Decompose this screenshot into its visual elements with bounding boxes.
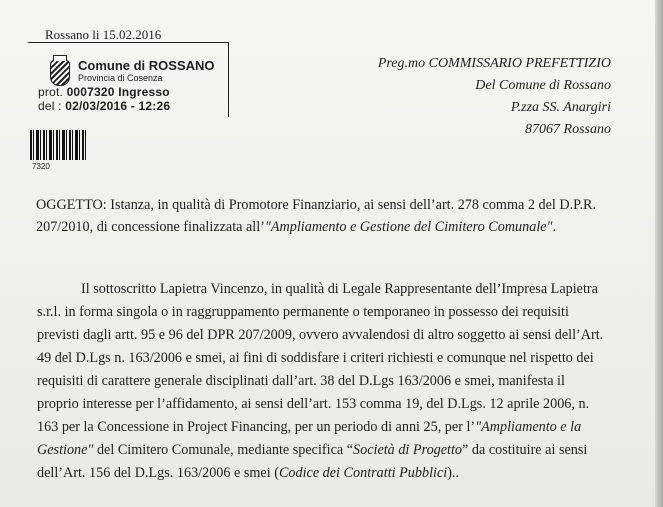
body-line-9-text-1: dell’Art. 156 del D.Lgs. 163/2006 e smei ( — [37, 465, 279, 481]
body-line-8-italic-2: Società di Progetto — [353, 442, 463, 458]
stamp-city: Comune di ROSSANO — [78, 58, 215, 73]
body-line-8-italic-1: Gestione" — [37, 442, 94, 458]
subject-line-2-text: 207/2010, di concessione finalizzata all’ — [36, 219, 265, 235]
recipient-title: Preg.mo COMMISSARIO PREFETTIZIO — [377, 56, 611, 71]
recipient-street: P.zza SS. Anargiri — [510, 100, 611, 115]
body-line-8-text-1: del Cimitero Comunale, mediante specifica “ — [93, 442, 354, 458]
stamp-date-label: del : — [38, 99, 62, 113]
stamp-date — [38, 100, 170, 112]
barcode-number: 7320 — [32, 162, 50, 171]
body-line-9-italic: Codice dei Contratti Pubblici — [278, 465, 448, 481]
body-line-7-italic: "Ampliamento e la — [475, 419, 582, 435]
body-line-7 — [37, 420, 581, 434]
body-line-4: 49 del D.Lgs n. 163/2006 e smei, ai fini di soddisfare i criteri richiesti e comunque nel rispetto dei — [37, 350, 594, 366]
body-line-8-text-2: ” da costituire ai sensi — [462, 442, 588, 458]
recipient-entity: Del Comune di Rossano — [475, 78, 611, 93]
subject-line-2-end: . — [552, 219, 557, 235]
stamp-protocol-label: prot. — [38, 85, 64, 99]
page-edge-shadow — [655, 0, 663, 507]
stamp-province: Provincia di Cosenza — [78, 73, 163, 83]
coat-of-arms-icon — [50, 60, 70, 86]
body-line-9-text-2: ).. — [447, 465, 460, 481]
stamp-date-value: 02/03/2016 - 12:26 — [65, 99, 171, 113]
body-line-6: proprio interesse per l’affidamento, ai sensi dell’art. 153 comma 19, del D.Lgs. 12 aprile 2006, n. — [37, 396, 590, 412]
subject-line-1: OGGETTO: Istanza, in qualità di Promotore Finanziario, ai sensi dell’art. 278 comma 2 del D.P.R. — [36, 197, 597, 213]
subject-project-name: "Ampliamento e Gestione del Cimitero Comunale" — [264, 219, 553, 235]
date-line: Rossano li 15.02.2016 — [45, 27, 162, 42]
body-line-7-text: 163 per la Concessione in Project Financing, per un periodo di anni 25, per l’ — [37, 419, 476, 435]
body-line-1: Il sottoscritto Lapietra Vincenzo, in qualità di Legale Rappresentante dell’Impresa Lapietra — [81, 281, 598, 297]
stamp-protocol-value: 0007320 Ingresso — [66, 85, 170, 99]
body-line-2: s.r.l. in forma singola o in raggruppamento permanente o temporaneo in possesso dei requisiti — [37, 304, 569, 320]
body-line-9 — [37, 466, 459, 480]
body-line-8 — [37, 443, 587, 457]
barcode-icon — [30, 130, 86, 160]
recipient-city: 87067 Rossano — [525, 122, 611, 137]
subject-line-2 — [36, 220, 556, 234]
body-line-5: requisiti di carattere generale disciplinati dall’art. 38 del D.Lgs 163/2006 e smei, manifesta il — [37, 373, 565, 389]
stamp-protocol — [38, 86, 170, 98]
body-line-3: previsti dagli artt. 95 e 96 del DPR 207/2009, ovvero avvalendosi di altro soggetto ai sensi dell’Art. — [37, 327, 604, 343]
